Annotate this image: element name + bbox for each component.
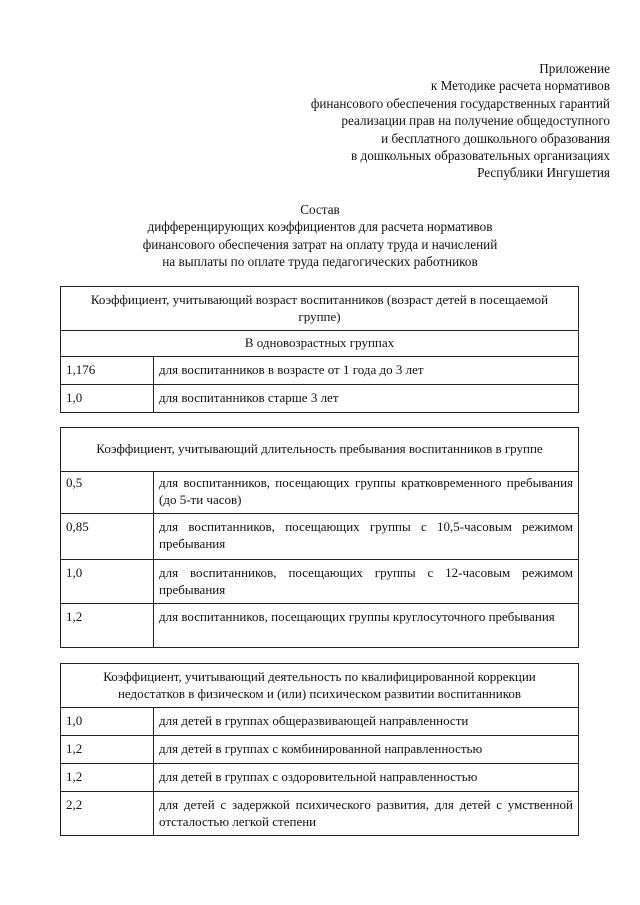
table-header: Коэффициент, учитывающий деятельность по квалифицированной коррекции недостатков в физическом и (или) психическом развитии воспитанников — [61, 664, 579, 708]
coefficient-description: для воспитанников, посещающих группы с 10,5-часовым режимом пребывания — [154, 514, 579, 560]
coefficient-description: для воспитанников старше 3 лет — [154, 385, 579, 413]
coefficient-value: 0,5 — [61, 472, 154, 514]
table-subheader: В одновозрастных группах — [61, 331, 579, 357]
table-row — [61, 604, 579, 648]
annex-line: в дошкольных образовательных организациях — [350, 148, 610, 164]
annex-line: Республики Ингушетия — [477, 165, 610, 181]
table-row — [61, 764, 579, 792]
coefficient-value: 0,85 — [61, 514, 154, 560]
coefficient-description: для детей в группах с комбинированной направленностью — [154, 736, 579, 764]
coefficient-table-duration — [60, 427, 579, 648]
document-title — [0, 201, 640, 271]
coefficient-description: для детей с задержкой психического развития, для детей с умственной отсталостью легкой степени — [154, 792, 579, 836]
title-line: финансового обеспечения затрат на оплату труда и начислений — [142, 236, 498, 252]
table-row — [61, 792, 579, 836]
coefficient-description: для воспитанников, посещающих группы с 12-часовым режимом пребывания — [154, 560, 579, 604]
table-row — [61, 514, 579, 560]
coefficient-value: 1,2 — [61, 604, 154, 648]
table-header: Коэффициент, учитывающий длительность пребывания воспитанников в группе — [61, 428, 579, 472]
coefficient-value: 2,2 — [61, 792, 154, 836]
annex-line: к Методике расчета нормативов — [430, 78, 610, 94]
annex-block — [311, 60, 610, 182]
annex-line: реализации прав на получение общедоступного — [341, 113, 610, 129]
annex-line: Приложение — [539, 61, 610, 76]
coefficient-value: 1,2 — [61, 764, 154, 792]
coefficient-description: для воспитанников в возрасте от 1 года до 3 лет — [154, 357, 579, 385]
annex-line: финансового обеспечения государственных гарантий — [310, 95, 610, 111]
title-line: дифференцирующих коэффициентов для расчета нормативов — [147, 219, 493, 235]
coefficient-value: 1,0 — [61, 560, 154, 604]
table-row — [61, 385, 579, 413]
title-line: Состав — [300, 202, 340, 217]
coefficient-table-correction — [60, 663, 579, 836]
coefficient-description: для воспитанников, посещающих группы кратковременного пребывания (до 5-ти часов) — [154, 472, 579, 514]
table-row — [61, 736, 579, 764]
coefficient-description: для детей в группах общеразвивающей направленности — [154, 708, 579, 736]
annex-line: и бесплатного дошкольного образования — [381, 130, 610, 146]
table-row — [61, 357, 579, 385]
table-header: Коэффициент, учитывающий возраст воспитанников (возраст детей в посещаемой группе) — [61, 287, 579, 331]
coefficient-value: 1,2 — [61, 736, 154, 764]
coefficient-description: для воспитанников, посещающих группы круглосуточного пребывания — [154, 604, 579, 648]
coefficient-value: 1,0 — [61, 708, 154, 736]
coefficient-description: для детей в группах с оздоровительной направленностью — [154, 764, 579, 792]
table-row — [61, 708, 579, 736]
coefficient-table-age — [60, 286, 579, 413]
title-line: на выплаты по оплате труда педагогических работников — [162, 254, 478, 270]
table-row — [61, 472, 579, 514]
coefficient-value: 1,0 — [61, 385, 154, 413]
coefficient-value: 1,176 — [61, 357, 154, 385]
table-row — [61, 560, 579, 604]
